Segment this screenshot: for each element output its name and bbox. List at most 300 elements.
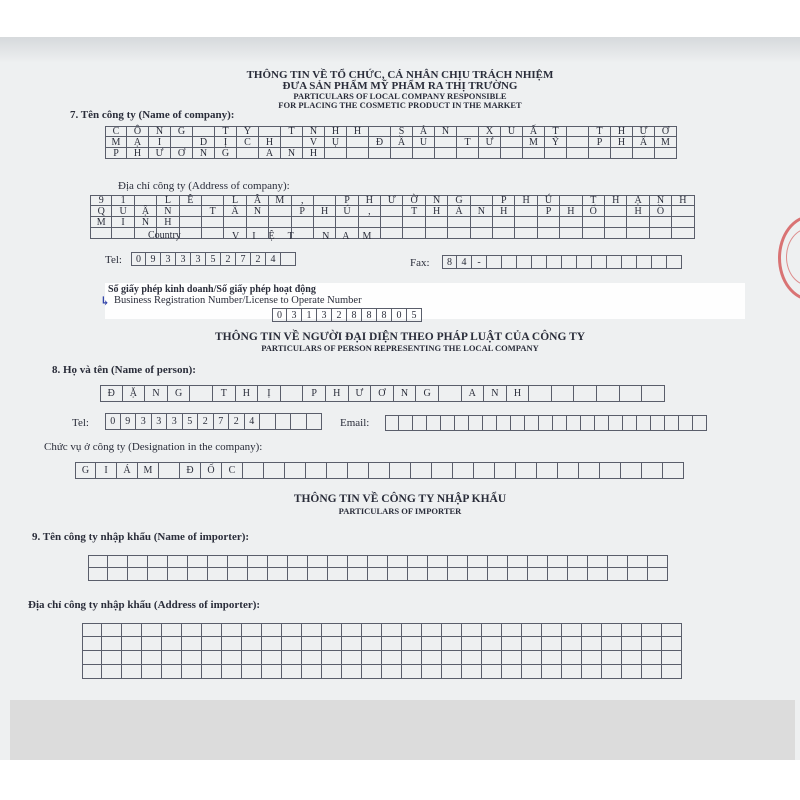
char-box [442, 665, 462, 679]
char-box: N [145, 385, 168, 402]
char-box [369, 126, 391, 137]
char-box [202, 195, 224, 206]
char-box [435, 137, 457, 148]
char-box [448, 555, 468, 568]
char-box [403, 217, 425, 228]
char-box: Ặ [123, 385, 146, 402]
char-box [567, 148, 589, 159]
char-box: H [611, 126, 633, 137]
char-box: G [416, 385, 439, 402]
char-box [650, 228, 672, 239]
char-box: 3 [136, 413, 152, 430]
char-box: 3 [167, 413, 183, 430]
char-box [542, 637, 562, 651]
char-box [288, 555, 308, 568]
char-box [482, 651, 502, 665]
license-grid[interactable] [272, 308, 422, 322]
char-box [202, 637, 222, 651]
char-box: Ẩ [633, 137, 655, 148]
char-box [322, 665, 342, 679]
char-box [342, 651, 362, 665]
char-box [455, 415, 469, 431]
char-box: H [515, 195, 537, 206]
char-box [385, 415, 399, 431]
char-box [560, 195, 582, 206]
char-box: Đ [369, 137, 391, 148]
char-box [342, 623, 362, 637]
char-box [193, 126, 215, 137]
char-box [222, 623, 242, 637]
char-box [222, 651, 242, 665]
char-box [362, 623, 382, 637]
char-box [483, 415, 497, 431]
char-box [382, 665, 402, 679]
char-box [322, 623, 342, 637]
char-box [622, 637, 642, 651]
char-box [474, 462, 495, 479]
char-box [413, 415, 427, 431]
char-box: Ạ [627, 195, 649, 206]
char-box: 7 [214, 413, 230, 430]
char-box [162, 637, 182, 651]
char-box: N [281, 148, 303, 159]
char-box [276, 413, 292, 430]
char-box: Ố [201, 462, 222, 479]
rep-header-en: PARTICULARS OF PERSON REPRESENTING THE LOCAL COMPANY [261, 343, 539, 353]
char-box: T [457, 137, 479, 148]
char-box: M [655, 137, 677, 148]
char-box [502, 665, 522, 679]
char-box [667, 255, 682, 269]
char-box [548, 555, 568, 568]
char-box [607, 255, 622, 269]
char-box [611, 148, 633, 159]
char-box: N [303, 126, 325, 137]
char-box [502, 651, 522, 665]
char-box [162, 651, 182, 665]
char-box [327, 462, 348, 479]
company-row-3 [105, 148, 677, 159]
char-box [545, 148, 567, 159]
char-box [442, 623, 462, 637]
char-box [242, 651, 262, 665]
email-grid[interactable] [385, 415, 707, 431]
char-box [292, 217, 314, 228]
char-box [102, 637, 122, 651]
char-box [497, 415, 511, 431]
char-box [411, 462, 432, 479]
char-box: 8 [362, 308, 377, 322]
char-box [262, 665, 282, 679]
char-box [448, 228, 470, 239]
char-box: P [105, 148, 127, 159]
char-box [650, 217, 672, 228]
char-box [348, 568, 368, 581]
char-box [381, 206, 403, 217]
address-row-2 [90, 206, 695, 217]
char-box [413, 148, 435, 159]
char-box [462, 623, 482, 637]
char-box [628, 555, 648, 568]
char-box [516, 462, 537, 479]
char-box [469, 415, 483, 431]
char-box: H [127, 148, 149, 159]
char-box [574, 385, 597, 402]
char-box [495, 462, 516, 479]
char-box [602, 651, 622, 665]
char-box: G [215, 148, 237, 159]
char-box [247, 217, 269, 228]
char-box [457, 126, 479, 137]
char-box [628, 568, 648, 581]
image-bottom-margin [0, 760, 800, 800]
char-box: 4 [245, 413, 261, 430]
importer-name-grid[interactable] [88, 555, 668, 581]
char-box [627, 228, 649, 239]
char-box: Ầ [391, 137, 413, 148]
char-box [589, 148, 611, 159]
char-box: 9 [121, 413, 137, 430]
char-box [633, 148, 655, 159]
char-box: N [135, 217, 157, 228]
char-box [382, 623, 402, 637]
char-box [347, 137, 369, 148]
char-box: H [605, 195, 627, 206]
importer-address-label: Địa chỉ công ty nhập khẩu (Address of importer): [28, 599, 261, 611]
char-box [314, 217, 336, 228]
char-box: S [391, 126, 413, 137]
char-box: 2 [221, 252, 236, 266]
char-box [322, 637, 342, 651]
char-box [522, 651, 542, 665]
char-box: N [435, 126, 457, 137]
char-box [282, 623, 302, 637]
char-box [608, 555, 628, 568]
char-box [642, 665, 662, 679]
char-box [359, 217, 381, 228]
char-box [82, 623, 102, 637]
importer-address-row-4 [82, 665, 682, 679]
fax-grid[interactable] [442, 255, 682, 269]
char-box [248, 555, 268, 568]
char-box [502, 255, 517, 269]
char-box [288, 568, 308, 581]
char-box [422, 665, 442, 679]
char-box: H [493, 206, 515, 217]
char-box [548, 568, 568, 581]
char-box: H [560, 206, 582, 217]
char-box [224, 217, 246, 228]
char-box: H [627, 206, 649, 217]
char-box: P [589, 137, 611, 148]
char-box [651, 415, 665, 431]
char-box [408, 555, 428, 568]
char-box [442, 637, 462, 651]
char-box: M [105, 137, 127, 148]
char-box [553, 415, 567, 431]
char-box: T [589, 126, 611, 137]
char-box: 4 [266, 252, 281, 266]
char-box: M [90, 217, 112, 228]
char-box [402, 665, 422, 679]
char-box [488, 555, 508, 568]
company-row-2 [105, 137, 677, 148]
char-box: Ú [538, 195, 560, 206]
address-row-1 [90, 195, 695, 206]
char-box [269, 217, 291, 228]
char-box: H [347, 126, 369, 137]
char-box: 5 [206, 252, 221, 266]
char-box: Ậ [135, 206, 157, 217]
char-box [282, 637, 302, 651]
char-box [453, 462, 474, 479]
char-box [468, 555, 488, 568]
char-box [202, 665, 222, 679]
char-box [306, 462, 327, 479]
char-box [237, 148, 259, 159]
char-box [82, 637, 102, 651]
char-box [142, 665, 162, 679]
char-box [622, 651, 642, 665]
char-box [426, 228, 448, 239]
importer-header-en: PARTICULARS OF IMPORTER [338, 506, 462, 516]
char-box: G [448, 195, 470, 206]
char-box [537, 462, 558, 479]
char-box [281, 385, 304, 402]
char-box [202, 623, 222, 637]
char-box [228, 568, 248, 581]
char-box [90, 228, 112, 239]
char-box: H [672, 195, 694, 206]
char-box [471, 195, 493, 206]
char-box [508, 568, 528, 581]
person-tel-grid[interactable] [105, 413, 322, 430]
company-name-grid[interactable] [105, 126, 677, 159]
char-box: 9 [90, 195, 112, 206]
char-box [482, 637, 502, 651]
person-name-label: 8. Họ và tên (Name of person): [52, 364, 196, 376]
char-box: Á [117, 462, 138, 479]
char-box [422, 623, 442, 637]
char-box: T [545, 126, 567, 137]
char-box [308, 568, 328, 581]
char-box [208, 555, 228, 568]
char-box [307, 413, 323, 430]
char-box: N [193, 148, 215, 159]
char-box [112, 228, 134, 239]
char-box [281, 252, 296, 266]
char-box [439, 385, 462, 402]
char-box: N [484, 385, 507, 402]
char-box [362, 665, 382, 679]
char-box: G [75, 462, 96, 479]
char-box [623, 415, 637, 431]
char-box [542, 651, 562, 665]
char-box [605, 206, 627, 217]
char-box: Đ [180, 462, 201, 479]
char-box: V [303, 137, 325, 148]
char-box: 2 [332, 308, 347, 322]
char-box: 2 [251, 252, 266, 266]
char-box [609, 415, 623, 431]
char-box [282, 665, 302, 679]
char-box: P [292, 206, 314, 217]
char-box [269, 206, 291, 217]
char-box [102, 665, 122, 679]
char-box: U [413, 137, 435, 148]
char-box: M [269, 195, 291, 206]
char-box [188, 568, 208, 581]
char-box [382, 651, 402, 665]
char-box [502, 637, 522, 651]
char-box: Ê [180, 195, 202, 206]
char-box [102, 623, 122, 637]
char-box [202, 217, 224, 228]
char-box [462, 651, 482, 665]
char-box: N [149, 126, 171, 137]
char-box [482, 665, 502, 679]
char-box: H [426, 206, 448, 217]
char-box [314, 195, 336, 206]
char-box [441, 415, 455, 431]
char-box: 8 [347, 308, 362, 322]
char-box [322, 651, 342, 665]
char-box: H [326, 385, 349, 402]
char-box [529, 385, 552, 402]
char-box [82, 651, 102, 665]
char-box [642, 651, 662, 665]
char-box [637, 415, 651, 431]
char-box: H [236, 385, 259, 402]
char-box [342, 637, 362, 651]
char-box: C [105, 126, 127, 137]
char-box [542, 665, 562, 679]
char-box [642, 462, 663, 479]
importer-name-row-2 [88, 568, 668, 581]
char-box [381, 217, 403, 228]
char-box [108, 568, 128, 581]
country-label: Country [148, 230, 181, 241]
char-box: C [237, 137, 259, 148]
char-box: T [215, 126, 237, 137]
tel-grid[interactable] [131, 252, 296, 266]
char-box [672, 228, 694, 239]
designation-grid[interactable] [75, 462, 684, 479]
char-box [442, 651, 462, 665]
importer-address-grid[interactable] [82, 623, 682, 679]
importer-header-vi: THÔNG TIN VỀ CÔNG TY NHẬP KHẨU [293, 493, 507, 505]
char-box [390, 462, 411, 479]
char-box [422, 651, 442, 665]
char-box [348, 555, 368, 568]
char-box [642, 623, 662, 637]
char-box: Ơ [371, 385, 394, 402]
char-box: 8 [442, 255, 457, 269]
char-box [471, 228, 493, 239]
char-box [180, 217, 202, 228]
char-box [162, 665, 182, 679]
char-box: Ư [633, 126, 655, 137]
char-box [622, 665, 642, 679]
char-box [399, 415, 413, 431]
char-box [242, 665, 262, 679]
char-box: 0 [392, 308, 407, 322]
char-box [652, 255, 667, 269]
char-box [148, 555, 168, 568]
char-box: - [472, 255, 487, 269]
company-row-1 [105, 126, 677, 137]
importer-name-label: 9. Tên công ty nhập khẩu (Name of importer): [32, 531, 250, 543]
char-box [448, 568, 468, 581]
char-box [579, 462, 600, 479]
char-box: 5 [183, 413, 199, 430]
char-box: T [583, 195, 605, 206]
char-box: Ồ [650, 206, 672, 217]
char-box [403, 228, 425, 239]
char-box [281, 137, 303, 148]
char-box [142, 637, 162, 651]
importer-address-row-1 [82, 623, 682, 637]
char-box [182, 665, 202, 679]
char-box [648, 568, 668, 581]
char-box: G [171, 126, 193, 137]
char-box [662, 637, 682, 651]
char-box: 7 [236, 252, 251, 266]
char-box: P [336, 195, 358, 206]
person-name-grid[interactable] [100, 385, 665, 402]
char-box: H [259, 137, 281, 148]
char-box: H [314, 206, 336, 217]
char-box: Ỹ [545, 137, 567, 148]
char-box: N [471, 206, 493, 217]
char-box: Ố [583, 206, 605, 217]
char-box [662, 651, 682, 665]
char-box: A [462, 385, 485, 402]
char-box: N [157, 206, 179, 217]
email-label: Email: [340, 417, 370, 429]
tel-label: Tel: [105, 254, 122, 266]
char-box: , [292, 195, 314, 206]
char-box [264, 462, 285, 479]
char-box: 9 [146, 252, 161, 266]
char-box [605, 217, 627, 228]
char-box [347, 148, 369, 159]
page-shadow [0, 37, 800, 63]
char-box: C [222, 462, 243, 479]
char-box [522, 623, 542, 637]
char-box [511, 415, 525, 431]
char-box [493, 228, 515, 239]
char-box: 2 [229, 413, 245, 430]
char-box: M [138, 462, 159, 479]
char-box [622, 255, 637, 269]
char-box [508, 555, 528, 568]
char-box [369, 462, 390, 479]
char-box [148, 568, 168, 581]
char-box [568, 568, 588, 581]
char-box [428, 555, 448, 568]
char-box: P [493, 195, 515, 206]
char-box: Ư [381, 195, 403, 206]
char-box [487, 255, 502, 269]
char-box [222, 665, 242, 679]
license-label-en: Business Registration Number/License to Operate Number [114, 295, 362, 306]
char-box [462, 637, 482, 651]
char-box [248, 568, 268, 581]
char-box: À [448, 206, 470, 217]
char-box: X [479, 126, 501, 137]
char-box [342, 665, 362, 679]
